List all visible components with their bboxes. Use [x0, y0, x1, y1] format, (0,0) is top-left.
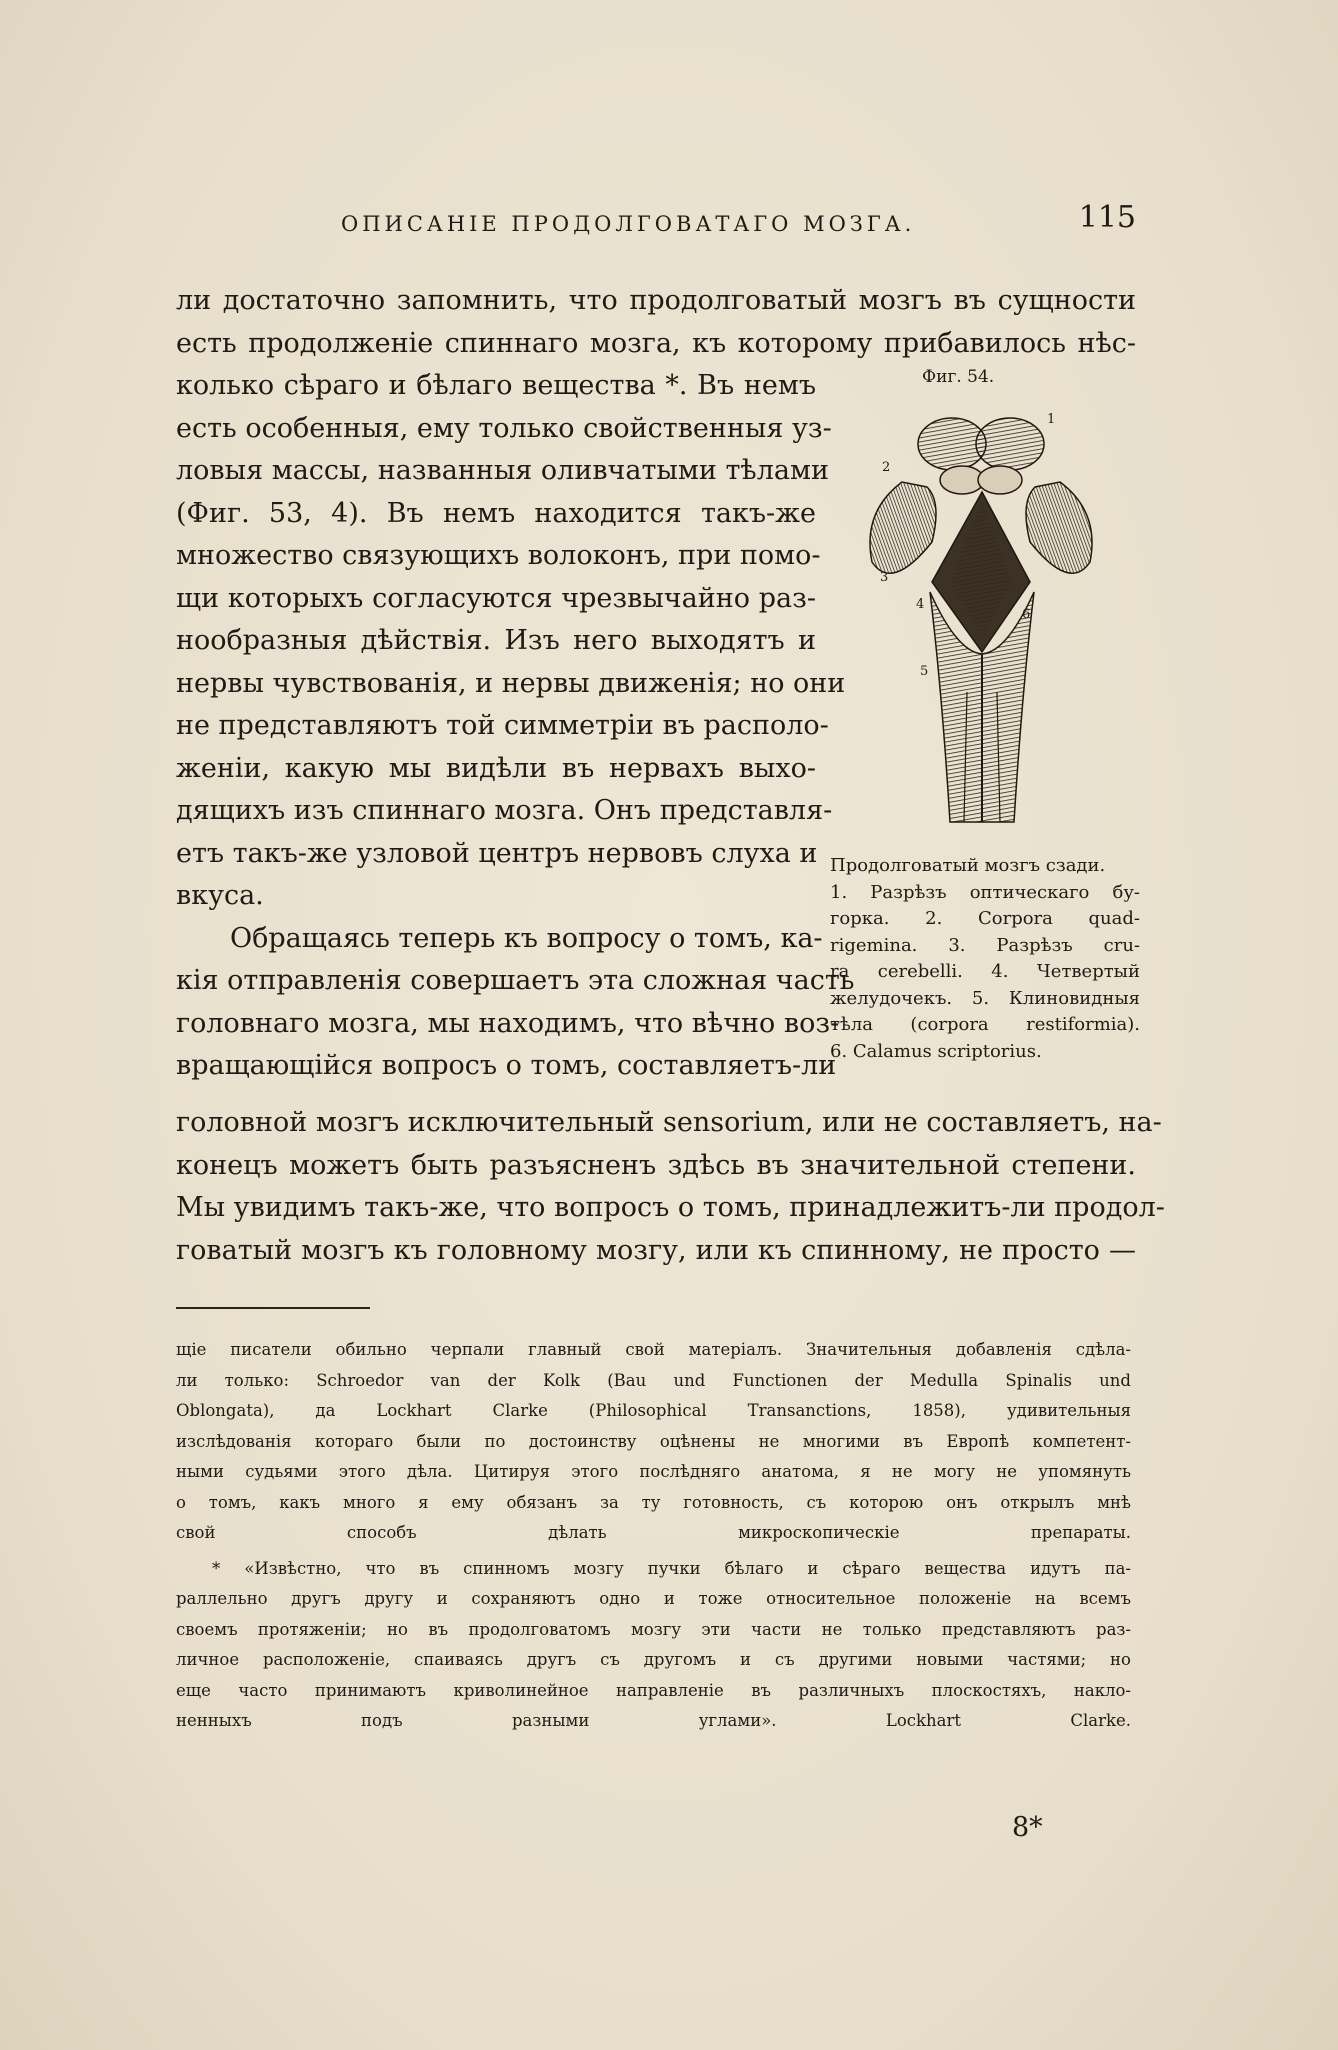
footnote-line: ненныхъ подъ разными углами». Lockhart Clarke.	[176, 1711, 1131, 1730]
footnote-line: еще часто принимаютъ криволинейное направленіе въ различныхъ плоскостяхъ, накло-	[176, 1680, 1131, 1700]
figure-number: 2	[882, 460, 891, 475]
body-text-wrapped	[176, 365, 855, 1088]
text-line: говатый мозгъ къ головному мозгу, или къ спинному, не просто —	[176, 1234, 1136, 1266]
caption-line: rigemina. 3. Разрѣзъ cru-	[830, 934, 1140, 956]
text-line: нообразныя дѣйствія. Изъ него выходятъ и	[176, 625, 816, 656]
figure-number: 4	[916, 597, 925, 612]
footnote-line: * «Извѣстно, что въ спинномъ мозгу пучки бѣлаго и сѣраго вещества идутъ па-	[212, 1558, 1131, 1578]
footnote-line: изслѣдованія котораго были по достоинству оцѣнены не многими въ Европѣ компетент-	[176, 1431, 1131, 1451]
footnote-star	[176, 1554, 1131, 1737]
text-line: етъ такъ-же узловой центръ нервовъ слуха и	[176, 837, 818, 869]
text-line: множество связующихъ волоконъ, при помо-	[176, 540, 821, 571]
footnote-line: своемъ протяженіи; но въ продолговатомъ мозгу эти части не только представляютъ раз-	[176, 1619, 1131, 1639]
caption-line: ra cerebelli. 4. Четвертый	[830, 961, 1140, 982]
page-number: 115	[1078, 200, 1136, 235]
text-line: женіи, какую мы видѣли въ нервахъ выхо-	[176, 752, 816, 784]
footnote-line: ли только: Schroedor van der Kolk (Bau und Functionen der Medulla Spinalis und	[176, 1370, 1131, 1390]
footnote-line: раллельно другъ другу и сохраняютъ одно и тоже относительное положеніе на всемъ	[176, 1589, 1131, 1608]
figure-number: 5	[920, 664, 929, 679]
body-text-bottom	[176, 1102, 1165, 1272]
text-line: дящихъ изъ спиннаго мозга. Онъ представля-	[176, 795, 833, 826]
text-line: колько сѣраго и бѣлаго вещества *. Въ немъ	[176, 370, 816, 401]
footnote-line: ными судьями этого дѣла. Цитируя этого послѣдняго анатома, я не могу не упомянуть	[176, 1462, 1131, 1481]
caption-line: 6. Calamus scriptorius.	[830, 1040, 1042, 1062]
text-line: Обращаясь теперь къ вопросу о томъ, ка-	[230, 922, 823, 954]
figure-54	[832, 362, 1132, 832]
caption-title: Продолговатый мозгъ сзади.	[830, 855, 1106, 876]
footnote-line: щіе писатели обильно черпали главный свой матеріалъ. Значительныя добавленія сдѣла-	[176, 1340, 1131, 1359]
figure-number: 1	[1047, 412, 1056, 427]
text-line: ловыя массы, названныя оливчатыми тѣлами	[176, 455, 829, 486]
caption-line: горка. 2. Corpora quad-	[830, 908, 1140, 929]
running-head: ОПИСАНІЕ ПРОДОЛГОВАТАГО МОЗГА.	[341, 212, 916, 236]
footnote-line: о томъ, какъ много я ему обязанъ за ту готовность, съ которою онъ открылъ мнѣ	[176, 1492, 1131, 1512]
footnote-rule	[176, 1307, 370, 1309]
text-line: ли достаточно запомнить, что продолговатый мозгъ въ сущности	[176, 285, 1136, 316]
footnotes	[176, 1335, 1131, 1737]
text-line: Мы увидимъ такъ-же, что вопросъ о томъ, принадлежитъ-ли продол-	[176, 1192, 1165, 1223]
caption-line: 1. Разрѣзъ оптическаго бу-	[830, 881, 1140, 903]
figure-number: 3	[880, 570, 889, 585]
figure-caption	[830, 853, 1140, 1065]
text-line: нервы чувствованія, и нервы движенія; но они	[176, 667, 846, 699]
caption-line: тѣла (corpora restiformia).	[830, 1014, 1140, 1035]
text-line: вкуса.	[176, 880, 264, 911]
figure-label: Фиг. 54.	[922, 367, 995, 387]
text-line: (Фиг. 53, 4). Въ немъ находится такъ-же	[176, 497, 816, 529]
text-line: щи которыхъ согласуются чрезвычайно раз-	[176, 582, 816, 614]
footnote-line: свой способъ дѣлать микроскопическіе препараты.	[176, 1523, 1131, 1542]
text-line: кія отправленія совершаетъ эта сложная часть	[176, 965, 855, 996]
text-line: конецъ можетъ быть разъясненъ здѣсь въ значительной степени.	[176, 1149, 1136, 1181]
footnote-line: Oblongata), да Lockhart Clarke (Philosophical Transanctions, 1858), удивительныя	[176, 1401, 1131, 1420]
text-line: есть особенныя, ему только свойственныя уз-	[176, 412, 832, 444]
text-line: головнаго мозга, мы находимъ, что вѣчно воз-	[176, 1007, 840, 1039]
body-text-top	[176, 280, 1136, 365]
text-line: головной мозгъ исключительный sensorium, или не составляетъ, на-	[176, 1107, 1162, 1138]
signature-mark: 8*	[1012, 1812, 1043, 1843]
figure-number: 6	[1022, 607, 1031, 622]
footnote-line: личное расположеніе, спаиваясь другъ съ другомъ и съ другими новыми частями; но	[176, 1650, 1131, 1669]
text-line: есть продолженіе спиннаго мозга, къ которому прибавилось нѣс-	[176, 327, 1136, 359]
medulla-illustration	[832, 392, 1132, 832]
caption-line: желудочекъ. 5. Клиновидныя	[830, 987, 1140, 1009]
page-header	[176, 200, 1136, 246]
text-line: вращающійся вопросъ о томъ, составляетъ-ли	[176, 1050, 837, 1081]
text-line: не представляютъ той симметріи въ располо-	[176, 710, 829, 741]
footnote-continued	[176, 1335, 1131, 1549]
